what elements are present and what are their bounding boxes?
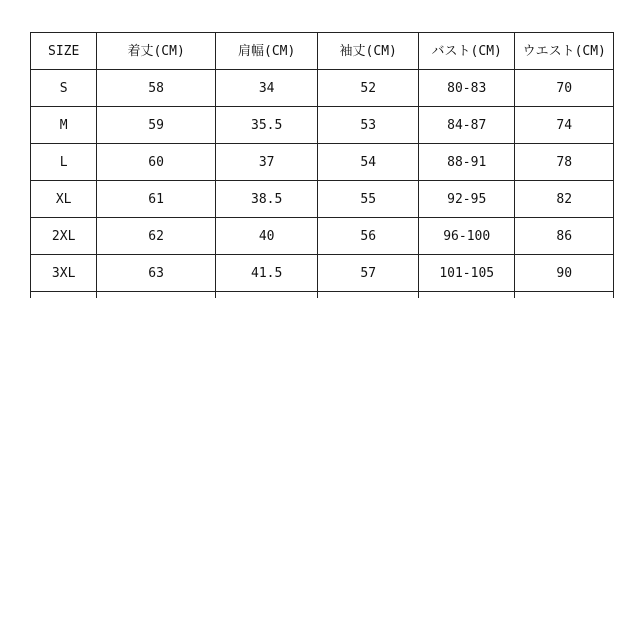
table-cell: 61 xyxy=(97,181,216,218)
table-cell: 82 xyxy=(515,181,614,218)
table-cell: 56 xyxy=(318,218,419,255)
border-stub xyxy=(31,292,97,299)
header-length: 着丈(CM) xyxy=(97,33,216,70)
table-cell: 101-105 xyxy=(418,255,514,292)
table-cell: 80-83 xyxy=(418,70,514,107)
table-cell: 34 xyxy=(215,70,318,107)
table-cell: 52 xyxy=(318,70,419,107)
table-cell: 53 xyxy=(318,107,419,144)
table-row xyxy=(31,107,614,144)
table-row xyxy=(31,181,614,218)
table-header-row xyxy=(31,33,614,70)
table-cell: 41.5 xyxy=(215,255,318,292)
table-cell: 86 xyxy=(515,218,614,255)
table-cell: 38.5 xyxy=(215,181,318,218)
table-cell: 88-91 xyxy=(418,144,514,181)
table-cell: L xyxy=(31,144,97,181)
header-size: SIZE xyxy=(31,33,97,70)
table-cell: 59 xyxy=(97,107,216,144)
table-cell: 55 xyxy=(318,181,419,218)
table-cell: 37 xyxy=(215,144,318,181)
header-sleeve: 袖丈(CM) xyxy=(318,33,419,70)
size-chart-table xyxy=(30,32,614,298)
table-cell: 60 xyxy=(97,144,216,181)
table-cell: XL xyxy=(31,181,97,218)
table-cell: 62 xyxy=(97,218,216,255)
table-cell: 3XL xyxy=(31,255,97,292)
table-row xyxy=(31,218,614,255)
table-cell: 40 xyxy=(215,218,318,255)
table-cell: 35.5 xyxy=(215,107,318,144)
table-cell: 58 xyxy=(97,70,216,107)
table-border-tail xyxy=(31,292,614,299)
header-waist: ウエスト(CM) xyxy=(515,33,614,70)
table-row xyxy=(31,70,614,107)
table-row xyxy=(31,255,614,292)
header-shoulder: 肩幅(CM) xyxy=(215,33,318,70)
border-stub xyxy=(215,292,318,299)
table-cell: S xyxy=(31,70,97,107)
table-cell: 74 xyxy=(515,107,614,144)
table-cell: 2XL xyxy=(31,218,97,255)
border-stub xyxy=(97,292,216,299)
table-cell: 54 xyxy=(318,144,419,181)
table-row xyxy=(31,144,614,181)
border-stub xyxy=(318,292,419,299)
table-cell: 90 xyxy=(515,255,614,292)
table-cell: 78 xyxy=(515,144,614,181)
table-cell: 92-95 xyxy=(418,181,514,218)
table-cell: 70 xyxy=(515,70,614,107)
border-stub xyxy=(515,292,614,299)
table-cell: 84-87 xyxy=(418,107,514,144)
table-cell: 63 xyxy=(97,255,216,292)
table-cell: 96-100 xyxy=(418,218,514,255)
table-cell: 57 xyxy=(318,255,419,292)
header-bust: バスト(CM) xyxy=(418,33,514,70)
table-cell: M xyxy=(31,107,97,144)
border-stub xyxy=(418,292,514,299)
